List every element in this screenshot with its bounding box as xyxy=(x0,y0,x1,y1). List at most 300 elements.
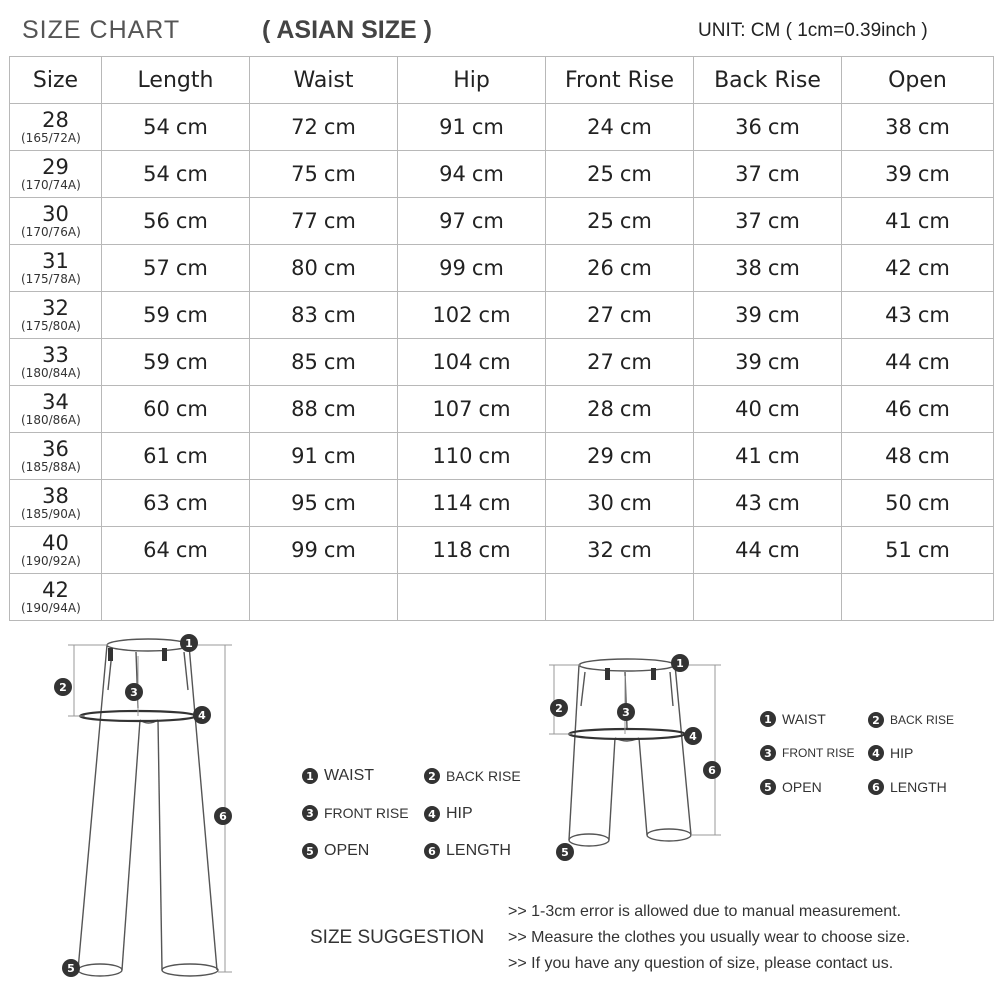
legend-label: BACK RISE xyxy=(446,768,521,784)
back-rise-cell xyxy=(694,527,842,574)
size-body-code: (170/74A) xyxy=(21,178,81,192)
size-cell xyxy=(10,339,102,386)
back-rise-cell xyxy=(694,245,842,292)
back-rise-value: 37 xyxy=(735,209,762,233)
open-value: 39 xyxy=(885,162,912,186)
size-table-body xyxy=(10,104,994,621)
table-row xyxy=(10,527,994,574)
legend-item-waist xyxy=(302,767,374,785)
number-5-icon: 5 xyxy=(302,843,318,859)
open-value: 50 xyxy=(885,491,912,515)
shorts-legend-item-length xyxy=(868,779,947,795)
unit-label: cm xyxy=(175,538,208,562)
unit-label: cm xyxy=(767,491,800,515)
legend-label: HIP xyxy=(890,745,914,761)
unit-label: cm xyxy=(478,491,511,515)
size-value: 30 xyxy=(42,202,69,226)
table-header-row xyxy=(10,57,994,104)
front-rise-value: 30 xyxy=(587,491,614,515)
unit-label: cm xyxy=(619,115,652,139)
hip-value: 102 xyxy=(432,303,473,327)
number-1-icon: 1 xyxy=(760,711,776,727)
open-cell xyxy=(842,151,994,198)
waist-value: 91 xyxy=(291,444,318,468)
back-rise-value: 40 xyxy=(735,397,762,421)
waist-cell xyxy=(250,245,398,292)
shorts-legend-item-hip xyxy=(868,745,913,761)
hip-cell xyxy=(398,198,546,245)
hip-value: 97 xyxy=(439,209,466,233)
number-6-icon: 6 xyxy=(424,843,440,859)
size-body-code: (180/86A) xyxy=(21,413,81,427)
suggestion-line: >> Measure the clothes you usually wear to choose size. xyxy=(508,929,910,946)
size-value: 36 xyxy=(42,437,69,461)
waist-cell xyxy=(250,104,398,151)
length-value: 54 xyxy=(143,162,170,186)
number-4-icon: 4 xyxy=(868,745,884,761)
table-row xyxy=(10,433,994,480)
unit-label: cm xyxy=(323,115,356,139)
length-cell xyxy=(102,433,250,480)
unit-label: cm xyxy=(323,209,356,233)
front-rise-value: 29 xyxy=(587,444,614,468)
open-cell xyxy=(842,386,994,433)
belt-loop xyxy=(605,668,610,680)
size-value: 38 xyxy=(42,484,69,508)
table-row xyxy=(10,245,994,292)
back-rise-cell xyxy=(694,574,842,621)
front-rise-cell xyxy=(546,386,694,433)
unit-label: cm xyxy=(767,303,800,327)
unit-label: cm xyxy=(478,444,511,468)
back-rise-value: 39 xyxy=(735,303,762,327)
front-rise-cell xyxy=(546,151,694,198)
unit-label: cm xyxy=(917,256,950,280)
belt-loop xyxy=(162,648,167,661)
unit-label: cm xyxy=(175,115,208,139)
unit-label: cm xyxy=(917,115,950,139)
size-body-code: (180/84A) xyxy=(21,366,81,380)
size-body-code: (170/76A) xyxy=(21,225,81,239)
length-cell xyxy=(102,151,250,198)
back-rise-value: 36 xyxy=(735,115,762,139)
unit-label: cm xyxy=(323,444,356,468)
length-value: 63 xyxy=(143,491,170,515)
size-suggestion-title: SIZE SUGGESTION xyxy=(310,927,485,948)
hip-value: 114 xyxy=(432,491,473,515)
length-cell xyxy=(102,292,250,339)
unit-label: cm xyxy=(175,256,208,280)
unit-label: cm xyxy=(917,303,950,327)
hip-cell xyxy=(398,480,546,527)
size-body-code: (185/90A) xyxy=(21,507,81,521)
unit-label: cm xyxy=(175,350,208,374)
suggestion-line: >> If you have any question of size, please contact us. xyxy=(508,955,894,972)
length-value: 56 xyxy=(143,209,170,233)
waist-cell xyxy=(250,386,398,433)
waist-cell xyxy=(250,527,398,574)
open-value: 41 xyxy=(885,209,912,233)
open-cell xyxy=(842,104,994,151)
length-cell xyxy=(102,339,250,386)
shorts-marker-6-label: 6 xyxy=(708,764,716,777)
size-value: 31 xyxy=(42,249,69,273)
column-header-hip: Hip xyxy=(398,57,546,104)
size-body-code: (185/88A) xyxy=(21,460,81,474)
size-cell xyxy=(10,386,102,433)
length-cell xyxy=(102,386,250,433)
front-rise-cell xyxy=(546,527,694,574)
front-rise-value: 28 xyxy=(587,397,614,421)
length-value: 54 xyxy=(143,115,170,139)
shorts-diagram xyxy=(545,650,725,865)
hip-cell xyxy=(398,151,546,198)
marker-4-label: 4 xyxy=(198,709,206,722)
number-5-icon: 5 xyxy=(760,779,776,795)
open-value: 43 xyxy=(885,303,912,327)
number-2-icon: 2 xyxy=(424,768,440,784)
open-cell xyxy=(842,198,994,245)
length-cell xyxy=(102,104,250,151)
size-cell xyxy=(10,527,102,574)
waist-value: 80 xyxy=(291,256,318,280)
hip-value: 110 xyxy=(432,444,473,468)
legend-label: FRONT RISE xyxy=(324,805,409,821)
legend-label: BACK RISE xyxy=(890,713,955,727)
table-row xyxy=(10,574,994,621)
unit-label: cm xyxy=(767,162,800,186)
legend-label: LENGTH xyxy=(446,842,511,859)
front-rise-value: 25 xyxy=(587,162,614,186)
waist-cell xyxy=(250,292,398,339)
back-rise-value: 39 xyxy=(735,350,762,374)
waist-value: 83 xyxy=(291,303,318,327)
open-value: 46 xyxy=(885,397,912,421)
length-cell xyxy=(102,480,250,527)
front-rise-cell xyxy=(546,574,694,621)
back-rise-value: 37 xyxy=(735,162,762,186)
unit-label: cm xyxy=(619,162,652,186)
table-row xyxy=(10,198,994,245)
shorts-marker-1-label: 1 xyxy=(676,657,684,670)
waist-value: 95 xyxy=(291,491,318,515)
shorts-legend-item-back-rise xyxy=(868,712,954,728)
unit-label: cm xyxy=(917,397,950,421)
legend-label: FRONT RISE xyxy=(782,746,855,760)
size-value: 29 xyxy=(42,155,69,179)
size-body-code: (190/92A) xyxy=(21,554,81,568)
waist-cell xyxy=(250,480,398,527)
waist-cell xyxy=(250,433,398,480)
number-3-icon: 3 xyxy=(302,805,318,821)
open-value: 48 xyxy=(885,444,912,468)
shorts-marker-3-label: 3 xyxy=(622,706,630,719)
marker-3-label: 3 xyxy=(130,686,138,699)
legend-label: WAIST xyxy=(324,767,375,784)
unit-label: cm xyxy=(323,350,356,374)
unit-label: cm xyxy=(478,397,511,421)
unit-label: cm xyxy=(767,209,800,233)
shorts-legend-item-waist xyxy=(760,711,826,727)
column-header-back-rise: Back Rise xyxy=(694,57,842,104)
length-value: 59 xyxy=(143,303,170,327)
size-cell xyxy=(10,292,102,339)
size-body-code: (175/78A) xyxy=(21,272,81,286)
unit-label: cm xyxy=(478,538,511,562)
unit-label: cm xyxy=(471,209,504,233)
hip-value: 104 xyxy=(432,350,473,374)
size-value: 40 xyxy=(42,531,69,555)
unit-label: cm xyxy=(471,256,504,280)
unit-label: cm xyxy=(917,491,950,515)
unit-note: UNIT: CM ( 1cm=0.39inch ) xyxy=(698,20,928,41)
unit-label: cm xyxy=(323,491,356,515)
unit-label: cm xyxy=(323,397,356,421)
open-cell xyxy=(842,480,994,527)
unit-label: cm xyxy=(175,444,208,468)
waist-cell xyxy=(250,151,398,198)
column-header-size: Size xyxy=(10,57,102,104)
legend-label: OPEN xyxy=(324,842,370,859)
open-value: 38 xyxy=(885,115,912,139)
unit-label: cm xyxy=(767,115,800,139)
waist-value: 72 xyxy=(291,115,318,139)
number-3-icon: 3 xyxy=(760,745,776,761)
unit-label: cm xyxy=(478,303,511,327)
hip-value: 99 xyxy=(439,256,466,280)
size-cell xyxy=(10,433,102,480)
shorts-legend-item-front-rise xyxy=(760,745,854,761)
unit-label: cm xyxy=(767,350,800,374)
table-row xyxy=(10,386,994,433)
back-rise-cell xyxy=(694,386,842,433)
size-body-code: (175/80A) xyxy=(21,319,81,333)
front-rise-value: 32 xyxy=(587,538,614,562)
hip-cell xyxy=(398,433,546,480)
unit-label: cm xyxy=(175,491,208,515)
unit-label: cm xyxy=(767,538,800,562)
column-header-open: Open xyxy=(842,57,994,104)
front-rise-cell xyxy=(546,480,694,527)
unit-label: cm xyxy=(917,350,950,374)
legend-label: HIP xyxy=(446,805,473,822)
column-header-waist: Waist xyxy=(250,57,398,104)
legend-item-length xyxy=(424,842,511,860)
unit-label: cm xyxy=(323,303,356,327)
legend-label: OPEN xyxy=(782,779,822,795)
length-value: 60 xyxy=(143,397,170,421)
column-header-length: Length xyxy=(102,57,250,104)
front-rise-cell xyxy=(546,104,694,151)
trousers-long-diagram xyxy=(40,630,270,990)
chart-header xyxy=(0,0,1000,56)
size-cell xyxy=(10,245,102,292)
hip-value: 94 xyxy=(439,162,466,186)
front-rise-value: 27 xyxy=(587,303,614,327)
unit-label: cm xyxy=(619,491,652,515)
front-rise-value: 24 xyxy=(587,115,614,139)
unit-label: cm xyxy=(619,209,652,233)
number-2-icon: 2 xyxy=(868,712,884,728)
front-rise-value: 25 xyxy=(587,209,614,233)
suggestion-line: >> 1-3cm error is allowed due to manual measurement. xyxy=(508,903,902,920)
waist-cell xyxy=(250,198,398,245)
open-cell xyxy=(842,245,994,292)
unit-label: cm xyxy=(619,256,652,280)
legend-item-front-rise xyxy=(302,805,409,821)
chart-subtitle: ( ASIAN SIZE ) xyxy=(262,16,432,44)
front-rise-cell xyxy=(546,292,694,339)
size-table xyxy=(9,56,994,621)
number-4-icon: 4 xyxy=(424,806,440,822)
number-1-icon: 1 xyxy=(302,768,318,784)
back-rise-cell xyxy=(694,480,842,527)
chart-title: SIZE CHART xyxy=(22,16,181,44)
size-cell xyxy=(10,480,102,527)
back-rise-value: 43 xyxy=(735,491,762,515)
legend-label: WAIST xyxy=(782,711,826,727)
column-header-front-rise: Front Rise xyxy=(546,57,694,104)
front-rise-cell xyxy=(546,433,694,480)
waist-value: 99 xyxy=(291,538,318,562)
open-cell xyxy=(842,433,994,480)
size-body-code: (190/94A) xyxy=(21,601,81,615)
hip-cell xyxy=(398,574,546,621)
size-body-code: (165/72A) xyxy=(21,131,81,145)
unit-label: cm xyxy=(471,162,504,186)
legend-item-open xyxy=(302,842,369,860)
unit-label: cm xyxy=(323,538,356,562)
hip-value: 91 xyxy=(439,115,466,139)
unit-label: cm xyxy=(478,350,511,374)
length-value: 64 xyxy=(143,538,170,562)
open-value: 51 xyxy=(885,538,912,562)
hip-value: 118 xyxy=(432,538,473,562)
back-rise-cell xyxy=(694,292,842,339)
number-6-icon: 6 xyxy=(868,779,884,795)
size-suggestion-list xyxy=(508,902,910,980)
size-value: 42 xyxy=(42,578,69,602)
unit-label: cm xyxy=(619,397,652,421)
waist-value: 85 xyxy=(291,350,318,374)
size-cell xyxy=(10,151,102,198)
shorts-legend-item-open xyxy=(760,779,822,795)
hip-cell xyxy=(398,292,546,339)
hip-cell xyxy=(398,386,546,433)
table-row xyxy=(10,480,994,527)
unit-label: cm xyxy=(917,444,950,468)
unit-label: cm xyxy=(619,444,652,468)
marker-6-label: 6 xyxy=(219,810,227,823)
hip-cell xyxy=(398,339,546,386)
length-cell xyxy=(102,198,250,245)
legend-item-hip xyxy=(424,805,473,823)
size-value: 28 xyxy=(42,108,69,132)
unit-label: cm xyxy=(619,538,652,562)
legend-label: LENGTH xyxy=(890,779,947,795)
open-value: 42 xyxy=(885,256,912,280)
length-cell xyxy=(102,527,250,574)
length-value: 57 xyxy=(143,256,170,280)
marker-1-label: 1 xyxy=(185,637,193,650)
unit-label: cm xyxy=(323,162,356,186)
open-cell xyxy=(842,292,994,339)
waist-cell xyxy=(250,574,398,621)
marker-2-label: 2 xyxy=(59,681,67,694)
unit-label: cm xyxy=(619,350,652,374)
unit-label: cm xyxy=(917,209,950,233)
unit-label: cm xyxy=(175,209,208,233)
open-cell xyxy=(842,574,994,621)
waist-value: 88 xyxy=(291,397,318,421)
unit-label: cm xyxy=(175,397,208,421)
front-rise-value: 26 xyxy=(587,256,614,280)
shorts-marker-5-label: 5 xyxy=(561,846,569,859)
unit-label: cm xyxy=(767,397,800,421)
unit-label: cm xyxy=(175,162,208,186)
unit-label: cm xyxy=(323,256,356,280)
front-rise-value: 27 xyxy=(587,350,614,374)
shorts-marker-4-label: 4 xyxy=(689,730,697,743)
size-value: 32 xyxy=(42,296,69,320)
length-cell xyxy=(102,574,250,621)
unit-label: cm xyxy=(767,444,800,468)
unit-label: cm xyxy=(917,162,950,186)
marker-5-label: 5 xyxy=(67,962,75,975)
back-rise-value: 38 xyxy=(735,256,762,280)
back-rise-cell xyxy=(694,104,842,151)
length-value: 59 xyxy=(143,350,170,374)
table-row xyxy=(10,104,994,151)
belt-loop xyxy=(108,648,113,661)
waist-value: 75 xyxy=(291,162,318,186)
open-cell xyxy=(842,339,994,386)
back-rise-cell xyxy=(694,339,842,386)
back-rise-value: 44 xyxy=(735,538,762,562)
unit-label: cm xyxy=(175,303,208,327)
front-rise-cell xyxy=(546,339,694,386)
hip-value: 107 xyxy=(432,397,473,421)
table-row xyxy=(10,292,994,339)
back-rise-value: 41 xyxy=(735,444,762,468)
belt-loop xyxy=(651,668,656,680)
unit-label: cm xyxy=(767,256,800,280)
size-cell xyxy=(10,104,102,151)
hip-cell xyxy=(398,104,546,151)
hip-cell xyxy=(398,245,546,292)
length-value: 61 xyxy=(143,444,170,468)
waist-value: 77 xyxy=(291,209,318,233)
back-rise-cell xyxy=(694,433,842,480)
table-row xyxy=(10,339,994,386)
unit-label: cm xyxy=(619,303,652,327)
open-value: 44 xyxy=(885,350,912,374)
unit-label: cm xyxy=(471,115,504,139)
hip-cell xyxy=(398,527,546,574)
legend-item-back-rise xyxy=(424,768,521,784)
open-cell xyxy=(842,527,994,574)
size-value: 33 xyxy=(42,343,69,367)
waist-cell xyxy=(250,339,398,386)
length-cell xyxy=(102,245,250,292)
shorts-marker-2-label: 2 xyxy=(555,702,563,715)
front-rise-cell xyxy=(546,198,694,245)
back-rise-cell xyxy=(694,151,842,198)
front-rise-cell xyxy=(546,245,694,292)
size-cell xyxy=(10,574,102,621)
size-value: 34 xyxy=(42,390,69,414)
table-row xyxy=(10,151,994,198)
